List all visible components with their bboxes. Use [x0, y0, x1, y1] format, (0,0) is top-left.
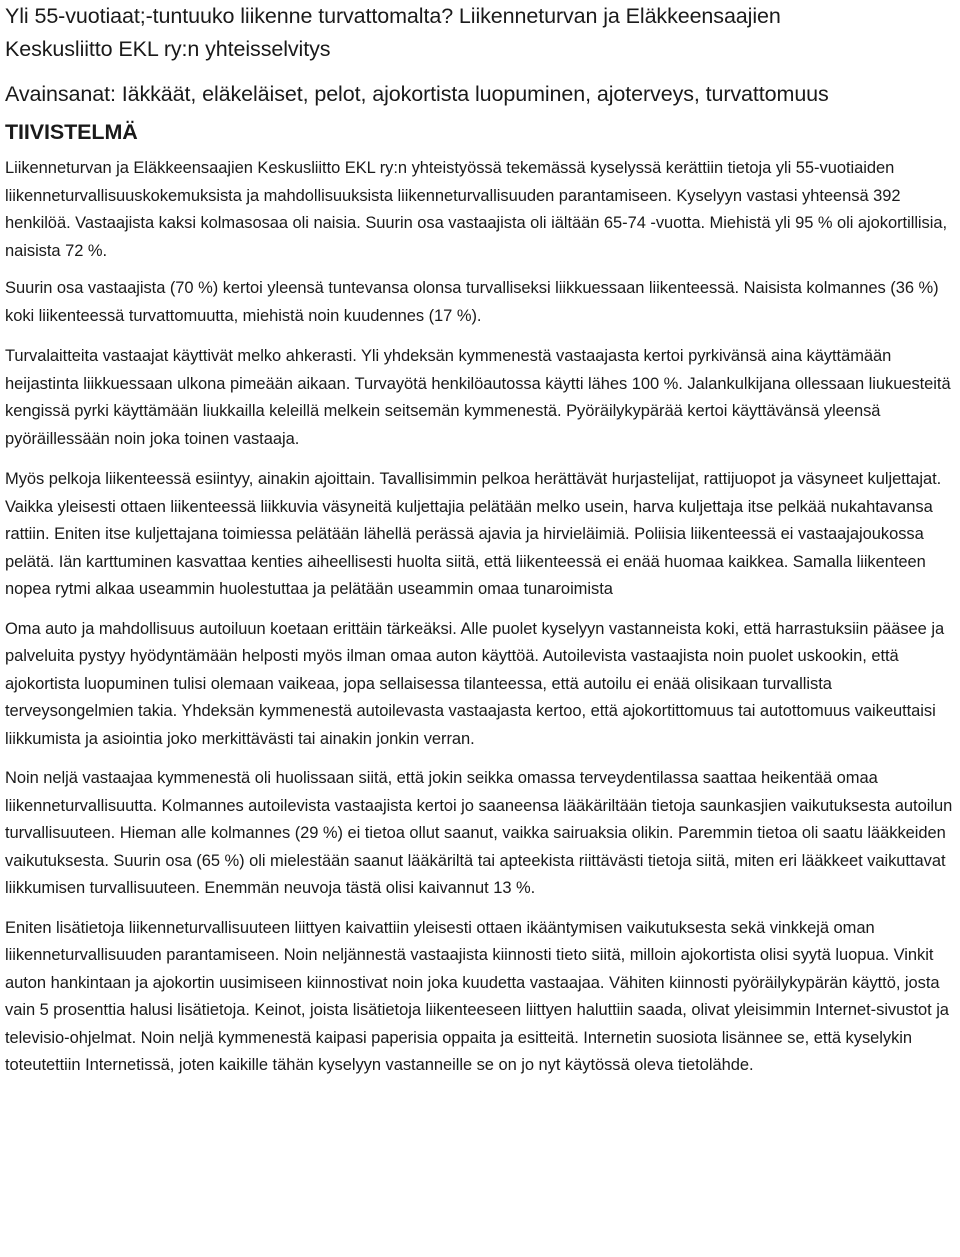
keywords: Avainsanat: Iäkkäät, eläkeläiset, pelot, ajokortista luopuminen, ajoterveys, turvattomuus	[5, 82, 829, 106]
paragraph-information-needs: Eniten lisätietoja liikenneturvallisuuteen liittyen kaivattiin yleisesti ottaen ikääntymisen vaikutuksesta sekä vinkkejä oman liikenneturvallisuuden parantamiseen. Noin neljännestä vastaajista kiinnosti tieto siitä, milloin ajokortista olisi syytä luopua. Vinkit auton hankintaan ja ajokortin uusimiseen kiinnostivat noin joka kuudetta vastaajaa. Vähiten kiinnosti pyöräilykypärän käyttö, josta vain 5 prosenttia halusi lisätietoja. Keinot, joista lisätietoja liikenteeseen liittyen haluttiin saada, olivat yleisimmin Internet-sivustot ja televisio-ohjelmat. Noin neljä kymmenestä kaipasi paperisia oppaita ja esitteitä. Internetin suosiota lisännee se, että kyselykin toteutettiin Internetissä, joten kaikille tähän kyselyyn vastanneille se on jo nyt käytössä oleva tietolähde.	[5, 918, 949, 1074]
paragraph-health: Noin neljä vastaajaa kymmenestä oli huolissaan siitä, että jokin seikka omassa terveydentilassa saattaa heikentää omaa liikenneturvallisuutta. Kolmannes autoilevista vastaajista kertoi jo saaneensa lääkäriltään tietoja saunkasjien vaikutuksesta autoilun turvallisuuteen. Hieman alle kolmannes (29 %) ei tietoa ollut saanut, vaikka sairuaksia olikin. Paremmin tietoa oli saatu lääkkeiden vaikutuksesta. Suurin osa (65 %) oli mielestään saanut lääkäriltä tai apteekista riittävästi tietoja siitä, miten eri lääkkeet vaikuttavat liikkumisen turvallisuuteen. Enemmän neuvoja tästä olisi kaivannut 13 %.	[5, 769, 953, 897]
abstract-heading: TIIVISTELMÄ	[5, 120, 138, 144]
title-line-2: Keskusliitto EKL ry:n yhteisselvitys	[5, 37, 331, 61]
paragraph-sense-of-safety: Suurin osa vastaajista (70 %) kertoi yleensä tuntevansa olonsa turvalliseksi liikkuessaan liikenteessä. Naisista kolmannes (36 %) koki liikenteessä turvattomuutta, miehistä noin kuudennes (17 %).	[5, 279, 939, 325]
paragraph-own-car: Oma auto ja mahdollisuus autoiluun koetaan erittäin tärkeäksi. Alle puolet kyselyyn vastanneista koki, että harrastuksiin pääsee ja palveluita pystyy hyödyntämään helposti myös ilman omaa auton käyttöä. Autoilevista vastaajista noin puolet uskookin, että ajokortista luopuminen tulisi olemaan vaikeaa, jopa sellaisessa tilanteessa, että autoilu ei enää olisikaan turvallista terveysongelmien takia. Yhdeksän kymmenestä autoilevasta vastaajasta kertoo, että ajokortittomuus tai autottomuus vaikeuttaisi liikkumista ja asiointia joko merkittävästi tai ainakin jonkin verran.	[5, 619, 945, 748]
paragraph-safety-equipment: Turvalaitteita vastaajat käyttivät melko ahkerasti. Yli yhdeksän kymmenestä vastaajasta kertoi pyrkivänsä aina käyttämään heijastinta liikkuessaan ulkona pimeään aikaan. Turvayötä henkilöautossa käytti lähes 100 %. Jalankulkijana ollessaan liukuesteitä kengissä pyrki käyttämään liukkailla keleillä melkein seitsemän kymmenestä. Pyöräilykypärää kertoi käyttävänsä yleensä pyöräillessään noin joka toinen vastaaja.	[5, 347, 951, 448]
title-line-1: Yli 55-vuotiaat;-tuntuuko liikenne turvattomalta? Liikenneturvan ja Eläkkeensaajien	[5, 4, 781, 28]
paragraph-survey-intro: Liikenneturvan ja Eläkkeensaajien Keskusliitto EKL ry:n yhteistyössä tekemässä kyselyssä kerättiin tietoja yli 55-vuotiaiden liikenneturvallisuuskokemuksista ja mahdollisuuksista liikenneturvallisuuden parantamiseen. Kyselyyn vastasi yhteensä 392 henkilöä. Vastaajista kaksi kolmasosaa oli naisia. Suurin osa vastaajista oli iältään 65-74 -vuotta. Miehistä yli 95 % oli ajokortillisia, naisista 72 %.	[5, 159, 948, 260]
paragraph-fears: Myös pelkoja liikenteessä esiintyy, ainakin ajoittain. Tavallisimmin pelkoa herättävät hurjastelijat, rattijuopot ja väsyneet kuljettajat. Vaikka yleisesti ottaen liikenteessä liikkuvia väsyneitä kuljettajia pelätään melko usein, harva kuljettaja itse pelkää nukahtavansa rattiin. Eniten itse kuljettajana toimiessa pelätään lähellä perässä ajavia ja hirvieläimiä. Poliisia liikenteessä ei vastaajajoukossa pelätä. Iän karttuminen kasvattaa kenties aiheellisesti huolta siitä, että liikenteessä ei enää huomaa kaikkea. Samalla liikenteen nopea rytmi alkaa useammin huolestuttaa ja pelätään useammin omaa tunaroimista	[5, 470, 942, 598]
document-title	[5, 0, 954, 66]
